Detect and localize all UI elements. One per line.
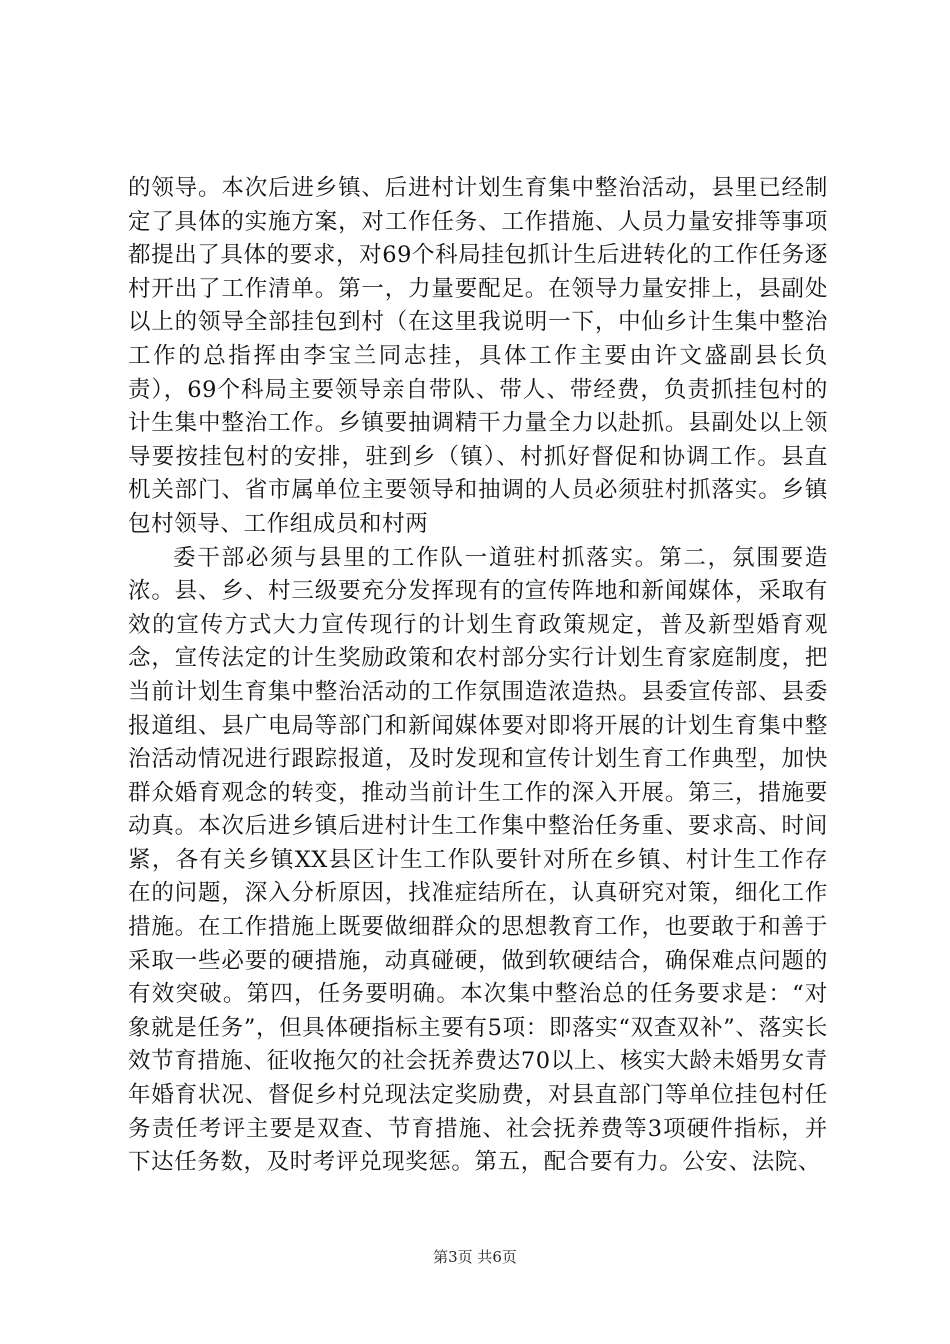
paragraph-1: 的领导。本次后进乡镇、后进村计划生育集中整治活动，县里已经制定了具体的实施方案，对工作任务、工作措施、人员力量安排等事项都提出了具体的要求，对69个科局挂包抓计生后进转化的工作任务逐村开出了工作清单。第一，力量要配足。在领导力量安排上，县副处以上的领导全部挂包到村（在这里我说明一下，中仙乡计生集中整治工作的总指挥由李宝兰同志挂，具体工作主要由许文盛副县长负责），69个科局主要领导亲自带队、带人、带经费，负责抓挂包村的计生集中整治工作。乡镇要抽调精干力量全力以赴抓。县副处以上领导要按挂包村的安排，驻到乡（镇）、村抓好督促和协调工作。县直机关部门、省市属单位主要领导和抽调的人员必须驻村抓落实。乡镇包村领导、工作组成员和村两: [128, 175, 828, 537]
paragraph-2: 委干部必须与县里的工作队一道驻村抓落实。第二，氛围要造浓。县、乡、村三级要充分发挥现有的宣传阵地和新闻媒体，采取有效的宣传方式大力宣传现行的计划生育政策规定，普及新型婚育观念，宣传法定的计生奖励政策和农村部分实行计划生育家庭制度，把当前计划生育集中整治活动的工作氛围造浓造热。县委宣传部、县委报道组、县广电局等部门和新闻媒体要对即将开展的计划生育集中整治活动情况进行跟踪报道，及时发现和宣传计划生育工作典型，加快群众婚育观念的转变，推动当前计生工作的深入开展。第三，措施要动真。本次后进乡镇后进村计生工作集中整治任务重、要求高、时间紧，各有关乡镇XX县区计生工作队要针对所在乡镇、村计生工作存在的问题，深入分析原因，找准症结所在，认真研究对策，细化工作措施。在工作措施上既要做细群众的思想教育工作，也要敢于和善于采取一些必要的硬措施，动真碰硬，做到软硬结合，确保难点问题的有效突破。第四，任务要明确。本次集中整治总的任务要求是：“对象就是任务”，但具体硬指标主要有5项：即落实“双查双补”、落实长效节育措施、征收拖欠的社会抚养费达70以上、核实大龄未婚男女青年婚育状况、督促乡村兑现法定奖励费，对县直部门等单位挂包村任务责任考评主要是双查、节育措施、社会抚养费等3项硬件指标，并下达任务数，及时考评兑现奖惩。第五，配合要有力。公安、法院、: [128, 544, 828, 1176]
document-body: [128, 172, 828, 1180]
page-footer: 第3页 共6页: [433, 1248, 517, 1266]
